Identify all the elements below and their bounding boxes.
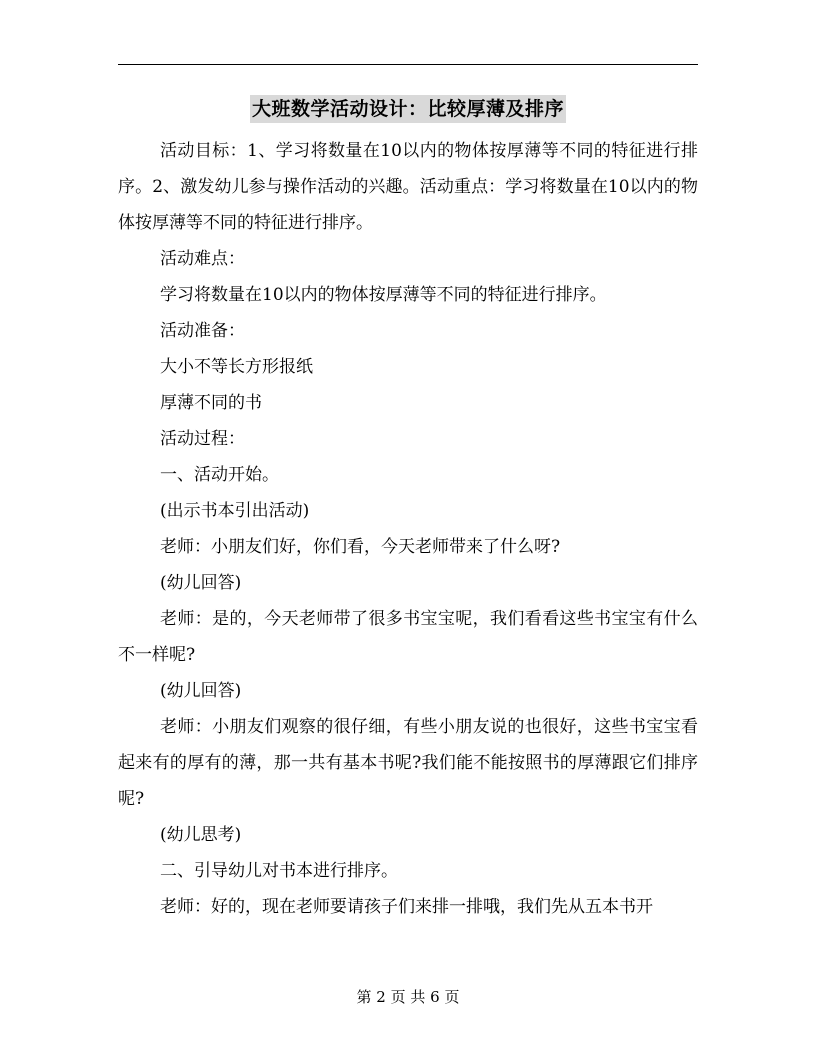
paragraph: (幼儿回答) (160, 681, 242, 701)
document-title: 大班数学活动设计：比较厚薄及排序 (250, 95, 566, 123)
paragraph: 活动难点： (160, 249, 245, 269)
paragraph: 活动准备： (160, 321, 245, 341)
paragraph: 活动目标：1、学习将数量在10以内的物体按厚薄等不同的特征进行排序。2、激发幼儿参与操作活动的兴趣。活动重点：学习将数量在10以内的物体按厚薄等不同的特征进行排序。 (118, 141, 698, 233)
paragraph: 学习将数量在10以内的物体按厚薄等不同的特征进行排序。 (160, 285, 607, 305)
document-body (118, 133, 698, 925)
paragraph: 二、引导幼儿对书本进行排序。 (160, 861, 398, 881)
paragraph: 老师：小朋友们好，你们看，今天老师带来了什么呀? (160, 537, 561, 557)
title-container (0, 95, 816, 123)
paragraph: (幼儿思考) (160, 825, 242, 845)
paragraph: 大小不等长方形报纸 (160, 357, 313, 377)
header-rule (118, 64, 698, 65)
paragraph: (幼儿回答) (160, 573, 242, 593)
paragraph: 老师：是的，今天老师带了很多书宝宝呢，我们看看这些书宝宝有什么不一样呢? (118, 609, 698, 665)
page-number-footer: 第 2 页 共 6 页 (356, 988, 460, 1006)
paragraph: 老师：好的，现在老师要请孩子们来排一排哦，我们先从五本书开 (160, 897, 653, 917)
paragraph: 一、活动开始。 (160, 465, 279, 485)
paragraph: 厚薄不同的书 (160, 393, 262, 413)
paragraph: (出示书本引出活动) (160, 501, 310, 521)
paragraph: 活动过程： (160, 429, 245, 449)
paragraph: 老师：小朋友们观察的很仔细，有些小朋友说的也很好，这些书宝宝看起来有的厚有的薄，那一共有基本书呢?我们能不能按照书的厚薄跟它们排序呢? (118, 717, 698, 809)
